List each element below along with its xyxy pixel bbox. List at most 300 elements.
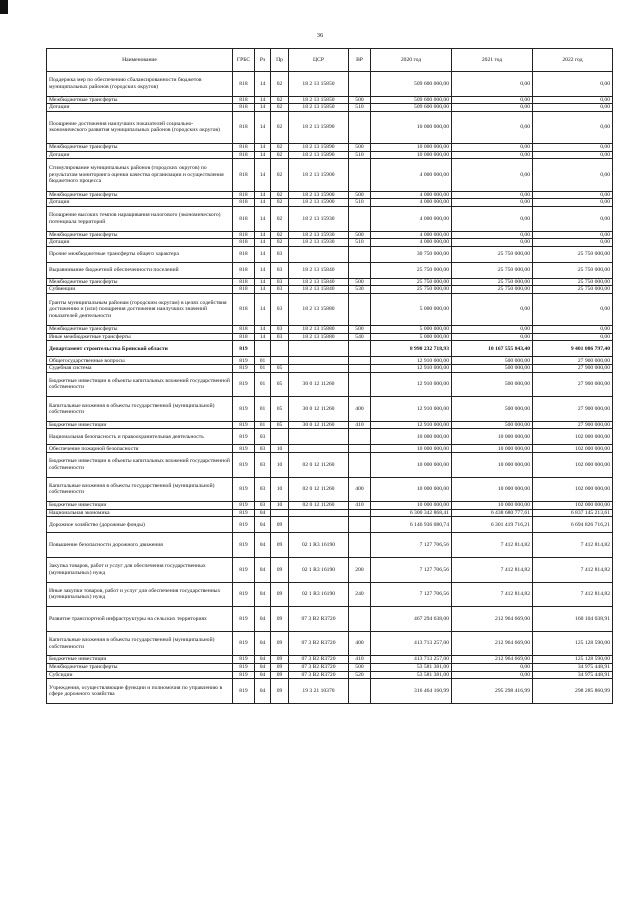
cell-csr: 02 0 12 11260 [289,502,349,510]
table-row [47,326,613,334]
cell-rz: 14 [255,199,271,207]
cell-2022: 0,00 [533,199,613,207]
cell-grbs: 819 [233,558,255,583]
cell-2022: 27 900 000,00 [533,421,613,429]
cell-grbs: 818 [233,96,255,104]
cell-2022: 0,00 [533,191,613,199]
cell-2020: 12 910 000,00 [371,357,452,365]
table-row [47,278,613,286]
header-2022: 2022 год [533,49,613,72]
cell-grbs: 818 [233,239,255,247]
table-row [47,445,613,453]
cell-grbs: 819 [233,671,255,679]
cell-grbs: 819 [233,357,255,365]
cell-name: Учреждения, осуществляющие функции и полномочия по управлению в сфере дорожного хозяйства [47,679,233,704]
cell-2022: 160 104 038,91 [533,607,613,632]
cell-2020: 4 000 000,00 [371,206,452,231]
cell-name: Субвенции [47,286,233,294]
cell-vr: 400 [349,477,371,502]
cell-rz: 03 [255,453,271,478]
cell-grbs: 818 [233,159,255,191]
cell-2020: 5 000 000,00 [371,326,452,334]
cell-csr: 18 2 13 15840 [289,278,349,286]
cell-pr: 10 [271,502,289,510]
cell-grbs: 819 [233,663,255,671]
cell-rz: 03 [255,429,271,445]
cell-vr: 410 [349,656,371,664]
cell-2021: 10 000 000,00 [452,477,533,502]
cell-2022: 25 750 000,00 [533,262,613,278]
cell-rz: 01 [255,421,271,429]
table-row [47,357,613,365]
cell-pr: 02 [271,96,289,104]
cell-pr: 03 [271,262,289,278]
cell-2020: 25 750 000,00 [371,262,452,278]
table-row [47,607,613,632]
cell-rz: 14 [255,72,271,97]
cell-csr: 18 2 13 15850 [289,72,349,97]
cell-vr: 530 [349,286,371,294]
cell-2021: 25 750 000,00 [452,278,533,286]
cell-grbs: 818 [233,293,255,325]
table-row [47,104,613,112]
cell-csr [289,246,349,262]
cell-csr: 18 2 13 15840 [289,262,349,278]
table-row [47,96,613,104]
cell-csr: 18 2 13 15850 [289,104,349,112]
cell-name: Поощрение достижения наилучших показателей социально-экономического развития муниципальных районов (городских округов) [47,111,233,143]
cell-2022: 25 750 000,00 [533,246,613,262]
cell-rz: 04 [255,582,271,607]
cell-name: Развитие транспортной инфраструктуры на сельских территориях [47,607,233,632]
cell-2020: 12 910 000,00 [371,365,452,373]
cell-csr: 02 1 R3 16190 [289,582,349,607]
cell-2021: 500 000,00 [452,397,533,422]
cell-2021: 6 438 680 777,61 [452,509,533,517]
cell-pr: 03 [271,326,289,334]
cell-2021: 0,00 [452,199,533,207]
cell-2022: 125 128 590,00 [533,656,613,664]
cell-name: Капитальные вложения в объекты государственной (муниципальной) собственности [47,477,233,502]
cell-name: Поощрение высоких темпов наращивания налогового (экономического) потенциала территорий [47,206,233,231]
cell-2021: 500 000,00 [452,357,533,365]
cell-2022: 102 000 000,00 [533,429,613,445]
cell-pr: 09 [271,663,289,671]
cell-pr: 02 [271,151,289,159]
cell-rz: 03 [255,477,271,502]
cell-pr: 09 [271,631,289,656]
table-body [47,72,613,704]
cell-rz: 14 [255,293,271,325]
cell-rz: 14 [255,262,271,278]
cell-grbs: 819 [233,421,255,429]
cell-grbs: 819 [233,533,255,558]
cell-pr: 02 [271,72,289,97]
cell-2021: 0,00 [452,333,533,341]
cell-name: Департамент строительства Брянской области [47,341,233,357]
cell-2020: 467 294 638,00 [371,607,452,632]
cell-vr [349,372,371,397]
cell-rz: 04 [255,558,271,583]
header-name: Наименование [47,49,233,72]
cell-grbs: 819 [233,453,255,478]
cell-name: Прочие межбюджетные трансферты общего характера [47,246,233,262]
cell-2022: 6 837 145 213,61 [533,509,613,517]
cell-2022: 102 000 000,00 [533,453,613,478]
cell-2021: 0,00 [452,239,533,247]
cell-grbs: 818 [233,144,255,152]
cell-csr: 18 2 13 15880 [289,326,349,334]
cell-pr [271,357,289,365]
cell-pr: 05 [271,421,289,429]
cell-csr: 02 1 R3 16190 [289,558,349,583]
cell-2020: 4 000 000,00 [371,191,452,199]
cell-csr [289,429,349,445]
cell-pr: 10 [271,445,289,453]
cell-grbs: 819 [233,502,255,510]
cell-2022: 102 000 000,00 [533,502,613,510]
cell-2021: 0,00 [452,104,533,112]
header-2021: 2021 год [452,49,533,72]
cell-rz: 14 [255,96,271,104]
cell-rz: 14 [255,104,271,112]
cell-vr [349,429,371,445]
cell-2021: 212 964 669,00 [452,631,533,656]
cell-vr [349,159,371,191]
cell-pr: 09 [271,558,289,583]
cell-grbs: 819 [233,397,255,422]
cell-vr: 510 [349,239,371,247]
cell-2020: 413 713 257,00 [371,631,452,656]
table-row [47,679,613,704]
cell-csr: 18 2 13 15930 [289,231,349,239]
cell-2022: 27 900 000,00 [533,365,613,373]
cell-csr: 18 2 13 15930 [289,239,349,247]
cell-2020: 4 000 000,00 [371,231,452,239]
table-row [47,151,613,159]
cell-2020: 25 750 000,00 [371,278,452,286]
cell-name: Гранты муниципальным районам (городским округам) в целях содействия достижению и (или) поощрения достижения наилучших значений показателей деятельности [47,293,233,325]
cell-csr [289,365,349,373]
table-row [47,144,613,152]
cell-grbs: 818 [233,246,255,262]
cell-csr [289,509,349,517]
table-row [47,582,613,607]
cell-pr: 02 [271,144,289,152]
cell-2021: 25 750 000,00 [452,286,533,294]
cell-pr: 03 [271,246,289,262]
cell-pr: 09 [271,533,289,558]
cell-2021: 0,00 [452,671,533,679]
cell-vr: 500 [349,144,371,152]
header-pr: Пр [271,49,289,72]
cell-grbs: 819 [233,477,255,502]
cell-2020: 7 127 706,56 [371,533,452,558]
cell-rz: 14 [255,159,271,191]
cell-name: Дотации [47,239,233,247]
cell-csr: 07 3 B2 R3720 [289,607,349,632]
cell-name: Капитальные вложения в объекты государственной (муниципальной) собственности [47,631,233,656]
header-rz: Рз [255,49,271,72]
cell-csr: 30 0 12 11260 [289,397,349,422]
cell-2021: 0,00 [452,231,533,239]
table-header-row [47,49,613,72]
cell-2021: 10 000 000,00 [452,502,533,510]
cell-2021: 500 000,00 [452,365,533,373]
cell-vr: 500 [349,231,371,239]
cell-2022: 0,00 [533,239,613,247]
cell-2020: 12 910 000,00 [371,421,452,429]
cell-2022: 102 000 000,00 [533,477,613,502]
cell-pr [271,429,289,445]
cell-pr: 09 [271,679,289,704]
cell-pr: 03 [271,293,289,325]
cell-rz: 14 [255,151,271,159]
cell-rz: 04 [255,679,271,704]
cell-name: Судебная система [47,365,233,373]
cell-grbs: 819 [233,656,255,664]
cell-pr [271,509,289,517]
header-csr: ЦСР [289,49,349,72]
cell-pr: 02 [271,111,289,143]
cell-pr: 02 [271,104,289,112]
table-row [47,631,613,656]
cell-name: Национальная экономика [47,509,233,517]
cell-2020: 10 000 000,00 [371,477,452,502]
table-row [47,671,613,679]
cell-csr: 18 2 13 15900 [289,191,349,199]
table-row [47,429,613,445]
cell-grbs: 819 [233,631,255,656]
cell-grbs: 819 [233,679,255,704]
budget-table [46,48,613,704]
cell-pr: 10 [271,477,289,502]
cell-name: Обеспечение пожарной безопасности [47,445,233,453]
cell-rz: 14 [255,333,271,341]
cell-2022: 0,00 [533,326,613,334]
cell-2021: 0,00 [452,111,533,143]
cell-csr: 07 3 B2 R3720 [289,656,349,664]
table-row [47,421,613,429]
cell-2022: 25 750 000,00 [533,278,613,286]
cell-vr: 500 [349,191,371,199]
cell-vr [349,453,371,478]
cell-grbs: 818 [233,104,255,112]
cell-csr: 30 0 12 11260 [289,372,349,397]
cell-rz: 04 [255,517,271,533]
page-number: 36 [316,32,324,39]
cell-csr: 18 2 13 15930 [289,206,349,231]
table-row [47,239,613,247]
cell-csr: 18 2 13 15890 [289,111,349,143]
table-row [47,365,613,373]
cell-2021: 0,00 [452,72,533,97]
cell-2022: 0,00 [533,293,613,325]
table-row [47,477,613,502]
table-row [47,262,613,278]
cell-rz: 14 [255,231,271,239]
cell-csr: 18 2 13 15890 [289,151,349,159]
cell-vr [349,246,371,262]
cell-2021: 7 412 814,82 [452,558,533,583]
table-row [47,231,613,239]
cell-rz: 04 [255,656,271,664]
cell-pr: 10 [271,453,289,478]
cell-vr [349,445,371,453]
cell-name: Межбюджетные трансферты [47,663,233,671]
table-row [47,286,613,294]
cell-pr: 02 [271,239,289,247]
cell-vr: 410 [349,421,371,429]
header-grbs: ГРБС [233,49,255,72]
cell-vr: 400 [349,397,371,422]
cell-pr: 02 [271,159,289,191]
cell-vr [349,357,371,365]
cell-2022: 298 285 860,99 [533,679,613,704]
scan-corner-mark [0,0,8,14]
cell-name: Межбюджетные трансферты [47,278,233,286]
cell-2020: 12 910 000,00 [371,397,452,422]
cell-2021: 10 000 000,00 [452,445,533,453]
cell-vr: 500 [349,96,371,104]
cell-2021: 25 750 000,00 [452,246,533,262]
cell-2022: 7 412 814,82 [533,582,613,607]
cell-rz: 04 [255,671,271,679]
cell-2022: 25 750 000,00 [533,286,613,294]
cell-csr: 18 2 13 15900 [289,199,349,207]
table-row [47,191,613,199]
cell-2022: 27 900 000,00 [533,372,613,397]
cell-2020: 10 000 000,00 [371,429,452,445]
cell-2022: 34 975 448,91 [533,663,613,671]
cell-2020: 4 000 000,00 [371,199,452,207]
cell-name: Иные закупки товаров, работ и услуг для обеспечения государственных (муниципальных) нужд [47,582,233,607]
cell-2022: 0,00 [533,104,613,112]
cell-2021: 212 964 669,00 [452,607,533,632]
cell-name: Выравнивание бюджетной обеспеченности поселений [47,262,233,278]
cell-2022: 7 412 814,82 [533,558,613,583]
cell-name: Дотации [47,104,233,112]
header-2020: 2020 год [371,49,452,72]
cell-grbs: 819 [233,429,255,445]
cell-2021: 212 964 669,00 [452,656,533,664]
cell-vr: 510 [349,104,371,112]
table-row [47,517,613,533]
cell-2020: 10 000 000,00 [371,111,452,143]
cell-2022: 34 975 448,91 [533,671,613,679]
cell-pr: 09 [271,671,289,679]
cell-vr: 500 [349,663,371,671]
cell-rz: 03 [255,445,271,453]
cell-vr: 500 [349,326,371,334]
cell-rz: 01 [255,365,271,373]
cell-pr: 03 [271,333,289,341]
cell-pr: 09 [271,656,289,664]
table-row [47,453,613,478]
cell-name: Стимулирование муниципальных районов (городских округов) по результатам мониторинга оценки качества организации и осуществления бюджетного процесса [47,159,233,191]
table-row [47,333,613,341]
cell-csr: 02 0 12 11260 [289,477,349,502]
cell-2021: 295 298 416,99 [452,679,533,704]
cell-2021: 7 412 814,82 [452,582,533,607]
cell-2021: 500 000,00 [452,421,533,429]
cell-name: Межбюджетные трансферты [47,231,233,239]
cell-pr [271,341,289,357]
cell-2020: 4 000 000,00 [371,159,452,191]
cell-name: Межбюджетные трансферты [47,326,233,334]
cell-rz: 04 [255,607,271,632]
cell-grbs: 818 [233,333,255,341]
cell-name: Повышение безопасности дорожного движения [47,533,233,558]
cell-grbs: 818 [233,206,255,231]
cell-2022: 0,00 [533,144,613,152]
cell-2022: 27 900 000,00 [533,357,613,365]
table-row [47,159,613,191]
cell-2020: 5 000 000,00 [371,293,452,325]
cell-name: Бюджетные инвестиции в объекты капитальных вложений государственной собственности [47,453,233,478]
cell-pr: 02 [271,231,289,239]
cell-2022: 27 900 000,00 [533,397,613,422]
cell-vr: 520 [349,671,371,679]
cell-pr: 09 [271,607,289,632]
cell-csr: 02 1 R3 16190 [289,533,349,558]
cell-2020: 10 000 000,00 [371,144,452,152]
table-row [47,199,613,207]
table-row [47,206,613,231]
cell-2020: 509 600 000,00 [371,72,452,97]
cell-rz: 14 [255,278,271,286]
cell-csr: 18 2 13 15840 [289,286,349,294]
cell-name: Межбюджетные трансферты [47,144,233,152]
cell-vr [349,262,371,278]
cell-2022: 0,00 [533,72,613,97]
cell-2021: 25 750 000,00 [452,262,533,278]
table-row [47,502,613,510]
table-row [47,111,613,143]
cell-csr [289,357,349,365]
cell-grbs: 818 [233,199,255,207]
cell-vr: 510 [349,151,371,159]
cell-csr [289,341,349,357]
cell-rz: 04 [255,509,271,517]
cell-csr: 07 3 B2 R3720 [289,631,349,656]
cell-grbs: 818 [233,191,255,199]
cell-pr: 05 [271,397,289,422]
cell-csr: 07 3 B2 R3720 [289,671,349,679]
table-row [47,509,613,517]
cell-2021: 0,00 [452,144,533,152]
cell-2021: 0,00 [452,191,533,199]
cell-csr: 18 2 13 15880 [289,333,349,341]
cell-grbs: 819 [233,372,255,397]
header-vr: ВР [349,49,371,72]
cell-2020: 5 000 000,00 [371,333,452,341]
cell-rz: 14 [255,206,271,231]
cell-2020: 413 713 257,00 [371,656,452,664]
cell-rz: 01 [255,357,271,365]
cell-2022: 0,00 [533,111,613,143]
cell-2020: 30 750 000,00 [371,246,452,262]
cell-rz: 14 [255,191,271,199]
cell-2022: 6 694 826 716,21 [533,517,613,533]
cell-vr: 540 [349,333,371,341]
table-row [47,246,613,262]
table-row [47,293,613,325]
cell-name: Общегосударственные вопросы [47,357,233,365]
cell-2020: 7 127 706,56 [371,558,452,583]
cell-2020: 12 910 000,00 [371,372,452,397]
table-row [47,397,613,422]
